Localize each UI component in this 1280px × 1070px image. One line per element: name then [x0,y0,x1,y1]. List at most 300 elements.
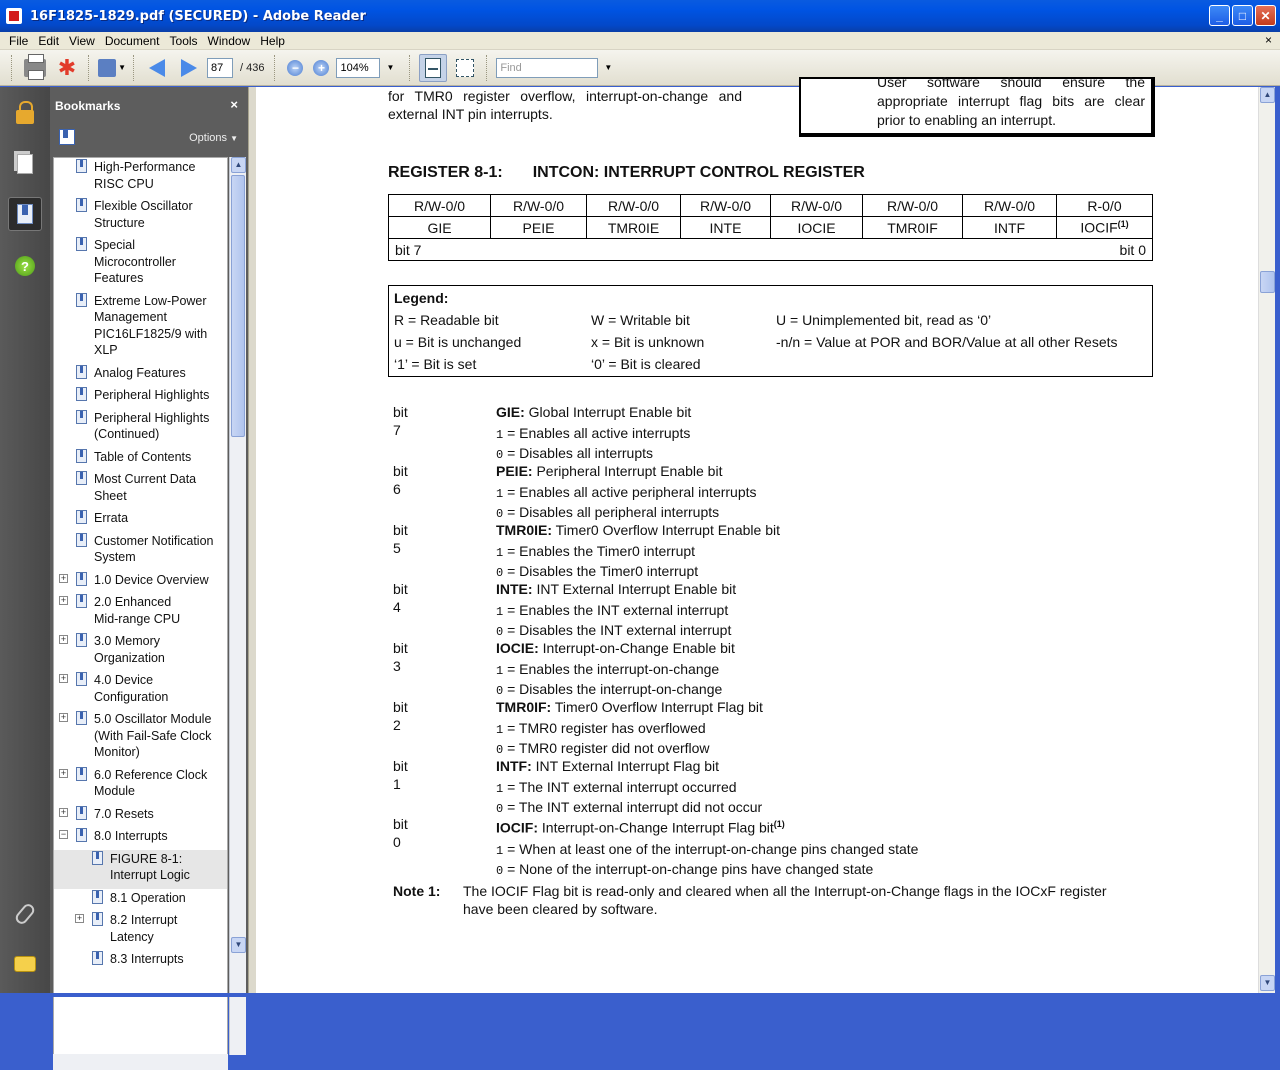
bit-body [496,462,1156,523]
bit-number: bit 5 [393,522,408,556]
bookmark-icon [76,572,87,586]
value-one: 1 [496,723,504,737]
register-table [388,194,1153,261]
zoom-out-button[interactable] [284,54,306,82]
close-window-button[interactable]: ✕ [1255,5,1276,26]
bookmark-item[interactable] [54,950,227,973]
bookmark-icon [76,828,87,842]
minimize-button[interactable]: _ [1209,5,1230,26]
bookmark-label: 1.0 Device Overview [94,572,209,587]
bookmark-label: 8.0 Interrupts [94,829,168,843]
bit-number: bit 6 [393,463,408,497]
close-document-icon[interactable]: × [1264,33,1272,47]
pages-panel-button[interactable] [8,147,42,181]
bookmark-label: Features [94,271,144,285]
bit-value-text: = Enables the Timer0 interrupt [507,543,696,559]
bookmark-icon [76,410,87,424]
bookmarks-close-icon[interactable]: × [230,97,238,112]
scrollbar-thumb[interactable] [231,175,245,437]
scroll-up-icon[interactable]: ▲ [1260,87,1275,103]
bookmarks-options-menu[interactable] [189,132,238,144]
value-zero: 0 [496,863,504,878]
legend-entry: ‘1’ = Bit is set [394,356,477,372]
bookmarks-panel-button[interactable] [8,197,42,231]
bit-heading [496,403,1156,421]
register-bitpos-row [389,239,1153,261]
help-icon: ? [15,256,35,276]
bit-name: INTF: [496,758,532,774]
bit-body [496,815,1156,880]
bookmark-item[interactable] [54,571,227,594]
comments-button[interactable] [8,947,42,981]
toolbar-grip [88,55,91,81]
value-zero: 0 [496,802,504,816]
zoom-in-button[interactable] [310,54,332,82]
value-zero: 0 [496,743,504,757]
bookmark-icon [76,365,87,379]
bitname-cell: PEIE [491,217,587,239]
note-box-line: User software should ensure the [877,74,1145,90]
bit-title: INT External Interrupt Enable bit [536,581,737,597]
note-box-line: prior to enabling an interrupt. [877,112,1056,128]
bit-value-zero [496,680,1156,700]
bitname-cell: TMR0IF [863,217,963,239]
bookmark-label: 3.0 Memory [94,634,160,648]
legend-entry: ‘0’ = Bit is cleared [591,356,701,372]
bit-value-text: = None of the interrupt-on-change pins have changed state [507,860,874,877]
menu-bar [0,32,1280,50]
document-scrollbar[interactable] [1258,87,1275,993]
bit-name: IOCIE: [496,640,539,656]
note-box [799,74,1155,137]
bit-body [496,698,1156,759]
bit-value-text: = Disables all peripheral interrupts [507,504,720,520]
bookmark-label: RISC CPU [94,176,154,191]
value-one: 1 [496,605,504,619]
bookmark-icon [76,449,87,463]
pages-icon [17,154,33,174]
register-name: INTCON: INTERRUPT CONTROL REGISTER [532,164,865,181]
register-access-row [389,195,1153,217]
legend-entry: u = Bit is unchanged [394,334,522,350]
bookmark-label: Structure [94,215,145,230]
legend-entry: U = Unimplemented bit, read as ‘0’ [776,312,992,328]
bookmarks-title: Bookmarks [55,99,121,113]
toolbar-grip [274,55,277,81]
select-tool-button[interactable] [98,54,126,82]
scroll-down-icon[interactable]: ▼ [231,937,246,953]
expand-icon[interactable]: + [60,595,67,605]
bookmark-label: Microcontroller [94,254,176,269]
bookmark-label: Management [94,310,167,324]
scroll-down-icon[interactable]: ▼ [1260,975,1275,991]
bit-value-one [496,483,1156,503]
bookmark-label: Configuration [94,689,169,704]
bitname-cell: TMR0IE [587,217,681,239]
bookmark-item[interactable] [54,509,227,532]
bit-body [496,521,1156,582]
legend-title: Legend: [394,290,449,306]
expand-icon[interactable]: + [60,806,67,817]
value-one: 1 [496,487,504,501]
bit-number: bit 3 [393,640,408,674]
footnote-text [463,882,1163,918]
bit-heading [496,580,1156,598]
printer-icon [24,59,46,77]
bit-heading [496,757,1156,775]
access-cell: R/W-0/0 [771,195,863,217]
bookmark-item[interactable] [54,236,227,292]
expand-icon[interactable]: + [60,712,67,722]
bookmark-label: 7.0 Resets [94,806,154,821]
navigation-panel-strip [0,87,50,997]
bit-value-text: = Enables the interrupt-on-change [507,661,720,677]
print-button[interactable] [21,54,49,82]
bookmark-label: System [94,550,136,564]
menu-document[interactable]: Document [104,33,160,48]
footnote-label: Note 1: [393,883,441,899]
bookmark-icon [76,533,87,547]
hand-tool-icon [98,59,116,77]
bookmark-label: (Continued) [94,427,160,441]
bitname-cell: IOCIE [771,217,863,239]
bookmark-icon [76,510,87,524]
bookmark-item[interactable] [54,671,227,710]
bookmark-label: Errata [94,511,129,525]
bookmark-item[interactable] [54,364,227,387]
bit-value-zero [496,739,1156,759]
bookmark-icon [76,293,87,307]
bit-title: Timer0 Overflow Interrupt Flag bit [554,699,763,715]
bit-title: Interrupt-on-Change Enable bit [542,640,735,656]
bit-value-text: = Enables the INT external interrupt [507,602,729,618]
bit-body [496,757,1156,818]
bitname-cell-iocif [1057,217,1153,239]
expand-icon[interactable]: + [76,913,83,923]
bookmark-label: Module [94,784,135,798]
access-cell: R/W-0/0 [863,195,963,217]
bookmark-item[interactable] [54,827,227,850]
bit-value-text: = The INT external interrupt occurred [507,779,737,795]
bit-hi-label: bit 7 [395,241,422,258]
register-number: REGISTER 8-1: [388,164,503,181]
bookmark-label: Organization [94,650,165,665]
bookmark-label: XLP [94,343,118,357]
bookmarks-panel [50,87,248,997]
bit-value-zero [496,562,1156,582]
bit-body [496,403,1156,464]
chevron-down-icon: ▼ [118,63,126,72]
register-title [388,164,865,182]
bookmark-label: FIGURE 8-1: [110,851,183,866]
value-zero: 0 [496,507,504,521]
fit-width-icon [425,58,441,78]
options-label: Options [189,132,228,144]
value-zero: 0 [496,566,504,580]
bookmark-label: Extreme Low-Power [94,293,207,308]
fit-page-icon [456,59,474,77]
bookmarks-tree [53,157,228,1055]
bit-heading [496,698,1156,716]
bit-name: GIE: [496,404,525,420]
intro-paragraph [388,87,742,123]
footnote-ref: (1) [1117,219,1129,230]
bookmark-icon [76,159,87,173]
bit-body [496,639,1156,700]
bookmarks-options-bar [50,125,248,151]
menu-window[interactable]: Window [207,33,251,48]
bookmark-icon [92,912,103,926]
find-dropdown-icon[interactable]: ▼ [604,63,613,72]
bookmark-label: Most Current Data [94,472,197,486]
bookmark-icon [76,767,87,781]
bookmark-label: 4.0 Device [94,673,154,687]
bookmark-item[interactable] [54,766,227,805]
legend-entry: -n/n = Value at POR and BOR/Value at all other Resets [776,334,1118,350]
bookmark-label: 8.2 Interrupt [110,913,178,927]
access-cell: R/W-0/0 [587,195,681,217]
bookmark-icon [92,890,103,904]
window-bottom-border [0,993,1280,997]
bookmark-icon [76,594,87,608]
bookmark-label: Mid-range CPU [94,611,181,626]
bit-value-one [496,840,1156,860]
bookmark-icon [76,711,87,725]
footnote-line: have been cleared by software. [463,901,658,917]
access-cell: R/W-0/0 [389,195,491,217]
title-bar [0,0,1280,32]
bookmark-icon [76,198,87,212]
bit-lo-label: bit 0 [1119,241,1146,258]
bookmark-item[interactable] [54,593,227,632]
value-zero: 0 [496,625,504,639]
menu-help[interactable]: Help [260,33,285,48]
legend-entry: W = Writable bit [591,312,690,328]
bit-value-text: = Disables the interrupt-on-change [507,681,723,697]
bit-value-text: = Disables the INT external interrupt [507,622,732,638]
zoom-level-input[interactable]: 104% [336,58,380,78]
bookmark-icon [17,204,33,224]
bit-number: bit 1 [393,758,408,792]
fit-width-button[interactable] [419,54,447,82]
footnote-line: The IOCIF Flag bit is read-only and cleared when all the Interrupt-on-Change flags in the IOCxF register [463,883,1107,899]
bit-value-text: = Enables all active interrupts [507,425,691,441]
bit-value-text: = The INT external interrupt did not occur [507,799,763,815]
panel-splitter[interactable] [248,87,256,997]
fit-page-button[interactable] [451,54,479,82]
bit-value-one [496,601,1156,621]
bitname-cell: INTF [963,217,1057,239]
bit-value-one [496,778,1156,798]
window-title: 16F1825-1829.pdf (SECURED) - Adobe Reader [30,8,366,24]
new-bookmark-icon[interactable] [59,129,75,145]
legend-entry: x = Bit is unknown [591,334,705,350]
zoom-dropdown-icon[interactable]: ▼ [386,63,395,72]
access-cell: R-0/0 [1057,195,1153,217]
bit-value-text: = Enables all active peripheral interrupts [507,484,757,500]
window-controls [1209,5,1276,26]
bit-title: Interrupt-on-Change Interrupt Flag bit [541,819,774,836]
bookmark-item[interactable] [54,889,227,912]
bit-value-zero [496,860,1156,880]
bookmark-label: 8.3 Interrupts [110,952,184,966]
bit-value-one [496,424,1156,444]
value-zero: 0 [496,448,504,462]
paperclip-icon [13,902,36,927]
legend-entry: R = Readable bit [394,312,499,328]
bit-title: Timer0 Overflow Interrupt Enable bit [555,522,780,538]
bookmark-label: Customer Notification [94,533,214,548]
bookmark-label: 6.0 Reference Clock [94,767,208,782]
expand-icon[interactable]: + [60,767,67,778]
security-settings-button[interactable] [8,97,42,131]
bit-number: bit 0 [393,816,408,850]
bitname-text: IOCIF [1080,219,1118,236]
bit-number: bit 4 [393,581,408,615]
toolbar-grip [486,55,489,81]
legend-box [388,285,1153,377]
bit-heading [496,815,1156,837]
intro-line: external INT pin interrupts. [388,106,553,122]
bookmark-item[interactable] [54,805,227,828]
bit-title: Peripheral Interrupt Enable bit [536,463,723,479]
toolbar-grip [133,55,136,81]
bookmark-label: Latency [110,929,154,944]
bookmark-icon [92,851,103,865]
bit-value-one [496,660,1156,680]
bookmark-label: (With Fail-Safe Clock [94,728,212,743]
bit-name: TMR0IF: [496,699,552,715]
toolbar-grip [409,55,412,81]
bookmark-label: PIC16LF1825/9 with [94,326,208,341]
expand-icon[interactable]: + [60,673,67,683]
access-cell: R/W-0/0 [963,195,1057,217]
bookmark-icon [76,237,87,251]
menu-edit[interactable]: Edit [38,33,60,48]
bookmark-item[interactable] [54,158,227,197]
find-input[interactable]: Find [496,58,598,78]
menu-view[interactable]: View [69,33,95,48]
bit-value-text: = TMR0 register did not overflow [507,740,710,756]
toolbar-grip [11,55,14,81]
next-page-button[interactable] [175,54,203,82]
bookmark-icon [92,951,103,965]
previous-page-button[interactable] [143,54,171,82]
bookmark-item[interactable] [54,448,227,471]
bit-value-zero [496,503,1156,523]
page-total: / 436 [240,61,265,74]
bitpos-cell [389,239,1153,261]
bookmark-label: Flexible Oscillator [94,199,193,213]
value-one: 1 [496,664,504,678]
bookmark-label: Monitor) [94,745,140,759]
value-one: 1 [496,546,504,560]
bookmarks-horizontal-scrollbar[interactable] [53,1054,228,1070]
help-button[interactable] [8,249,42,283]
bookmark-label: Peripheral Highlights [94,410,210,425]
chevron-down-icon: ▼ [230,134,238,143]
bookmark-label: 2.0 Enhanced [94,595,172,609]
collapse-icon[interactable]: − [60,829,67,839]
menu-tools[interactable]: Tools [169,33,198,48]
page-number-input[interactable]: 87 [207,58,233,78]
bookmark-icon [76,387,87,401]
bit-value-text: = TMR0 register has overflowed [507,720,706,736]
bookmark-item[interactable] [54,197,227,236]
bitname-cell: INTE [681,217,771,239]
value-one: 1 [496,782,504,796]
bookmark-item[interactable] [54,470,227,509]
maximize-button[interactable]: □ [1232,5,1253,26]
bookmark-icon [76,806,87,820]
bookmark-label: Sheet [94,488,127,503]
scroll-up-icon[interactable]: ▲ [231,157,246,173]
bit-heading [496,521,1156,539]
value-one: 1 [496,428,504,442]
attachments-button[interactable] [8,897,42,931]
bit-number: bit 2 [393,699,408,733]
scrollbar-thumb[interactable] [1260,271,1275,293]
bit-name: TMR0IE: [496,522,552,538]
arrow-right-icon [181,59,197,77]
bit-title: INT External Interrupt Flag bit [535,758,720,774]
bookmark-label: Peripheral Highlights [94,388,210,402]
expand-icon[interactable]: + [60,634,67,644]
bookmark-item[interactable] [54,532,227,571]
bookmark-item[interactable] [54,292,227,364]
document-view [256,74,1258,993]
bookmark-label: Analog Features [94,365,186,380]
bit-value-text: = Disables the Timer0 interrupt [507,563,699,579]
zoom-out-icon: − [287,60,303,76]
bookmark-label: Interrupt Logic [110,868,190,882]
bit-value-one [496,719,1156,739]
bookmark-item[interactable] [54,850,227,889]
value-one: 1 [496,843,504,858]
bookmark-item[interactable] [54,911,227,950]
bookmark-label: Special [94,238,135,252]
bit-name: PEIE: [496,463,533,479]
bookmark-icon [76,633,87,647]
bit-value-one [496,542,1156,562]
bookmark-label: 8.1 Operation [110,890,186,905]
arrow-left-icon [149,59,165,77]
bookmark-item[interactable] [54,710,227,766]
bit-title: Global Interrupt Enable bit [528,404,692,420]
bookmarks-scrollbar[interactable] [229,157,246,1055]
bit-value-zero [496,444,1156,464]
bookmark-item[interactable] [54,386,227,409]
menu-file[interactable]: File [9,33,29,48]
bookmark-item[interactable] [54,632,227,671]
collaborate-button[interactable] [53,54,81,82]
pdf-icon [6,8,22,24]
intro-line: for TMR0 register overflow, interrupt-on-change and [388,88,742,104]
zoom-in-icon: + [313,60,329,76]
bit-body [496,580,1156,641]
lock-icon [16,110,34,124]
access-cell: R/W-0/0 [491,195,587,217]
note-box-line: appropriate interrupt flag bits are clear [877,93,1145,109]
bit-value-zero [496,621,1156,641]
footnote-ref: (1) [773,819,785,829]
bit-value-text: = Disables all interrupts [507,445,653,461]
bookmark-label: High-Performance [94,160,196,174]
bookmark-item[interactable] [54,409,227,448]
bookmark-icon [76,672,87,686]
access-cell: R/W-0/0 [681,195,771,217]
expand-icon[interactable]: + [60,572,67,583]
